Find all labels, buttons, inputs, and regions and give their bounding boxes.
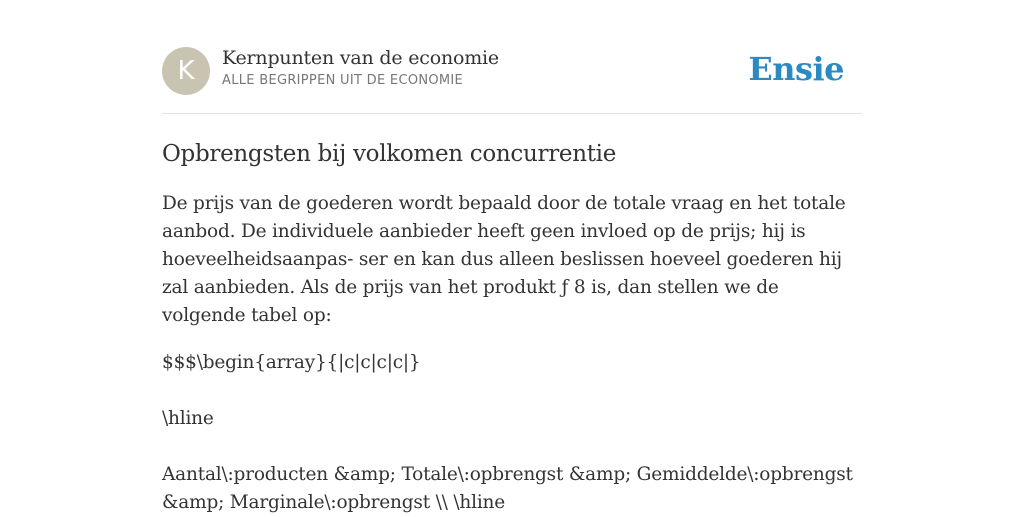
ensie-logo[interactable]: Ensie	[748, 50, 844, 88]
article-title: Opbrengsten bij volkomen concurrentie	[162, 141, 617, 167]
avatar[interactable]: K	[162, 47, 210, 95]
site-title-block	[222, 46, 499, 89]
article-paragraph: De prijs van de goederen wordt bepaald door de totale vraag en het totale aanbod. De individuele aanbieder heeft geen invloed op de prijs; hij is hoeveelheidsaanpas- ser en kan dus alleen beslissen hoeveel goederen hij zal aanbieden. Als de prijs van het produkt ƒ 8 is, dan stellen we de volgende tabel op:	[162, 193, 846, 326]
article	[162, 114, 862, 517]
site-header	[162, 0, 862, 114]
site-title[interactable]: Kernpunten van de economie	[222, 47, 499, 69]
math-line: \hline	[162, 408, 214, 429]
spacer	[162, 433, 862, 461]
math-line: $$$\begin{array}{|c|c|c|c|}	[162, 352, 421, 373]
page-container	[162, 0, 862, 517]
site-subtitle: ALLE BEGRIPPEN UIT DE ECONOMIE	[222, 73, 464, 88]
math-line: Aantal\:producten &amp; Totale\:opbrengst &amp; Gemiddelde\:opbrengst &amp; Marginale\:opbrengst \\ \hline	[162, 464, 859, 513]
spacer	[162, 377, 862, 405]
